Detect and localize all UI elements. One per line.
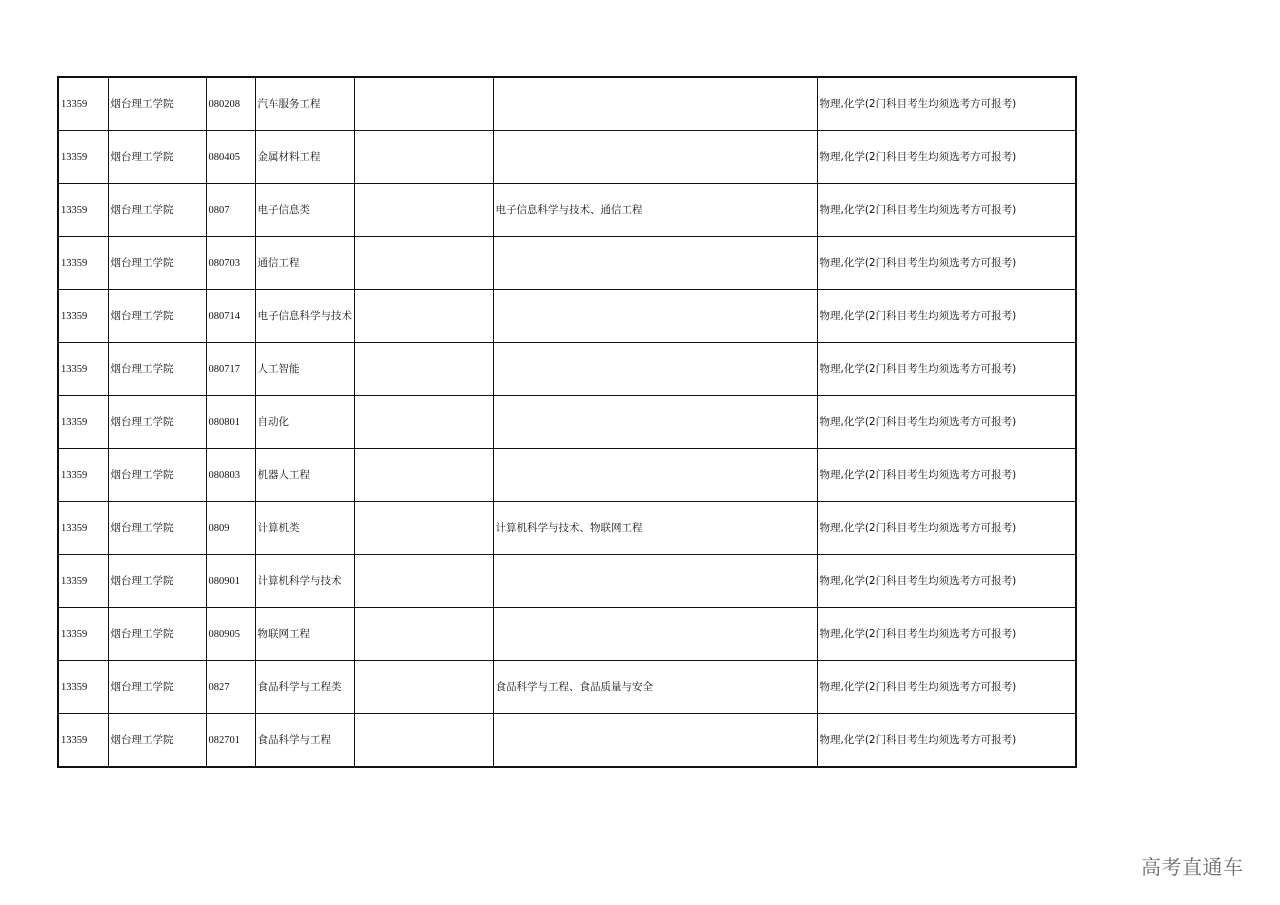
school-name-cell: 烟台理工学院 [108,290,206,343]
empty-cell [354,396,493,449]
school-code-cell: 13359 [58,184,108,237]
school-code-cell: 13359 [58,290,108,343]
major-name-cell: 金属材料工程 [255,131,354,184]
school-code-cell: 13359 [58,237,108,290]
subject-requirements-table [57,76,1077,768]
school-name-cell: 烟台理工学院 [108,131,206,184]
school-name-cell: 烟台理工学院 [108,661,206,714]
included-majors-cell [493,290,817,343]
empty-cell [354,449,493,502]
school-name-cell: 烟台理工学院 [108,237,206,290]
school-code-cell: 13359 [58,131,108,184]
included-majors-cell [493,396,817,449]
table-row [58,714,1076,768]
table-row [58,131,1076,184]
school-code-cell: 13359 [58,343,108,396]
included-majors-cell [493,555,817,608]
major-name-cell: 电子信息类 [255,184,354,237]
major-name-cell: 通信工程 [255,237,354,290]
empty-cell [354,661,493,714]
included-majors-cell [493,77,817,131]
major-code-cell: 0807 [206,184,255,237]
major-name-cell: 机器人工程 [255,449,354,502]
major-code-cell: 080901 [206,555,255,608]
major-name-cell: 计算机类 [255,502,354,555]
table-row [58,237,1076,290]
major-code-cell: 080405 [206,131,255,184]
major-code-cell: 0809 [206,502,255,555]
school-name-cell: 烟台理工学院 [108,343,206,396]
table-row [58,77,1076,131]
empty-cell [354,555,493,608]
major-code-cell: 080714 [206,290,255,343]
empty-cell [354,343,493,396]
table-row [58,555,1076,608]
included-majors-cell [493,237,817,290]
included-majors-cell [493,608,817,661]
watermark-text: 高考直通车 [1141,855,1244,879]
included-majors-cell: 计算机科学与技术、物联网工程 [493,502,817,555]
table-row [58,184,1076,237]
school-name-cell: 烟台理工学院 [108,184,206,237]
table-row [58,502,1076,555]
included-majors-cell [493,131,817,184]
included-majors-cell [493,343,817,396]
included-majors-cell [493,714,817,768]
major-name-cell: 计算机科学与技术 [255,555,354,608]
included-majors-cell [493,449,817,502]
school-name-cell: 烟台理工学院 [108,714,206,768]
school-name-cell: 烟台理工学院 [108,502,206,555]
subject-requirement-cell: 物理,化学(2门科目考生均须选考方可报考) [817,343,1076,396]
table-body [58,77,1076,767]
major-name-cell: 人工智能 [255,343,354,396]
empty-cell [354,714,493,768]
school-code-cell: 13359 [58,396,108,449]
empty-cell [354,184,493,237]
major-code-cell: 080803 [206,449,255,502]
major-code-cell: 080905 [206,608,255,661]
school-code-cell: 13359 [58,502,108,555]
school-code-cell: 13359 [58,555,108,608]
major-code-cell: 080801 [206,396,255,449]
empty-cell [354,290,493,343]
empty-cell [354,502,493,555]
subject-requirement-cell: 物理,化学(2门科目考生均须选考方可报考) [817,555,1076,608]
included-majors-cell: 食品科学与工程、食品质量与安全 [493,661,817,714]
school-code-cell: 13359 [58,77,108,131]
major-name-cell: 食品科学与工程类 [255,661,354,714]
school-code-cell: 13359 [58,449,108,502]
major-code-cell: 080717 [206,343,255,396]
subject-requirement-cell: 物理,化学(2门科目考生均须选考方可报考) [817,714,1076,768]
school-code-cell: 13359 [58,608,108,661]
major-code-cell: 0827 [206,661,255,714]
major-code-cell: 082701 [206,714,255,768]
school-code-cell: 13359 [58,714,108,768]
included-majors-cell: 电子信息科学与技术、通信工程 [493,184,817,237]
subject-requirement-cell: 物理,化学(2门科目考生均须选考方可报考) [817,608,1076,661]
subject-requirement-cell: 物理,化学(2门科目考生均须选考方可报考) [817,661,1076,714]
subject-requirement-cell: 物理,化学(2门科目考生均须选考方可报考) [817,502,1076,555]
table-row [58,396,1076,449]
empty-cell [354,237,493,290]
major-code-cell: 080208 [206,77,255,131]
major-name-cell: 自动化 [255,396,354,449]
subject-requirement-cell: 物理,化学(2门科目考生均须选考方可报考) [817,396,1076,449]
major-code-cell: 080703 [206,237,255,290]
major-name-cell: 物联网工程 [255,608,354,661]
school-name-cell: 烟台理工学院 [108,449,206,502]
school-code-cell: 13359 [58,661,108,714]
subject-requirement-cell: 物理,化学(2门科目考生均须选考方可报考) [817,131,1076,184]
table-row [58,343,1076,396]
table-row [58,608,1076,661]
subject-requirement-cell: 物理,化学(2门科目考生均须选考方可报考) [817,77,1076,131]
major-name-cell: 电子信息科学与技术 [255,290,354,343]
table-row [58,449,1076,502]
major-name-cell: 汽车服务工程 [255,77,354,131]
school-name-cell: 烟台理工学院 [108,396,206,449]
subject-requirement-cell: 物理,化学(2门科目考生均须选考方可报考) [817,449,1076,502]
school-name-cell: 烟台理工学院 [108,77,206,131]
table-row [58,661,1076,714]
empty-cell [354,608,493,661]
major-name-cell: 食品科学与工程 [255,714,354,768]
school-name-cell: 烟台理工学院 [108,608,206,661]
table-row [58,290,1076,343]
subject-requirement-cell: 物理,化学(2门科目考生均须选考方可报考) [817,237,1076,290]
subject-requirement-cell: 物理,化学(2门科目考生均须选考方可报考) [817,184,1076,237]
empty-cell [354,131,493,184]
school-name-cell: 烟台理工学院 [108,555,206,608]
empty-cell [354,77,493,131]
subject-requirement-cell: 物理,化学(2门科目考生均须选考方可报考) [817,290,1076,343]
